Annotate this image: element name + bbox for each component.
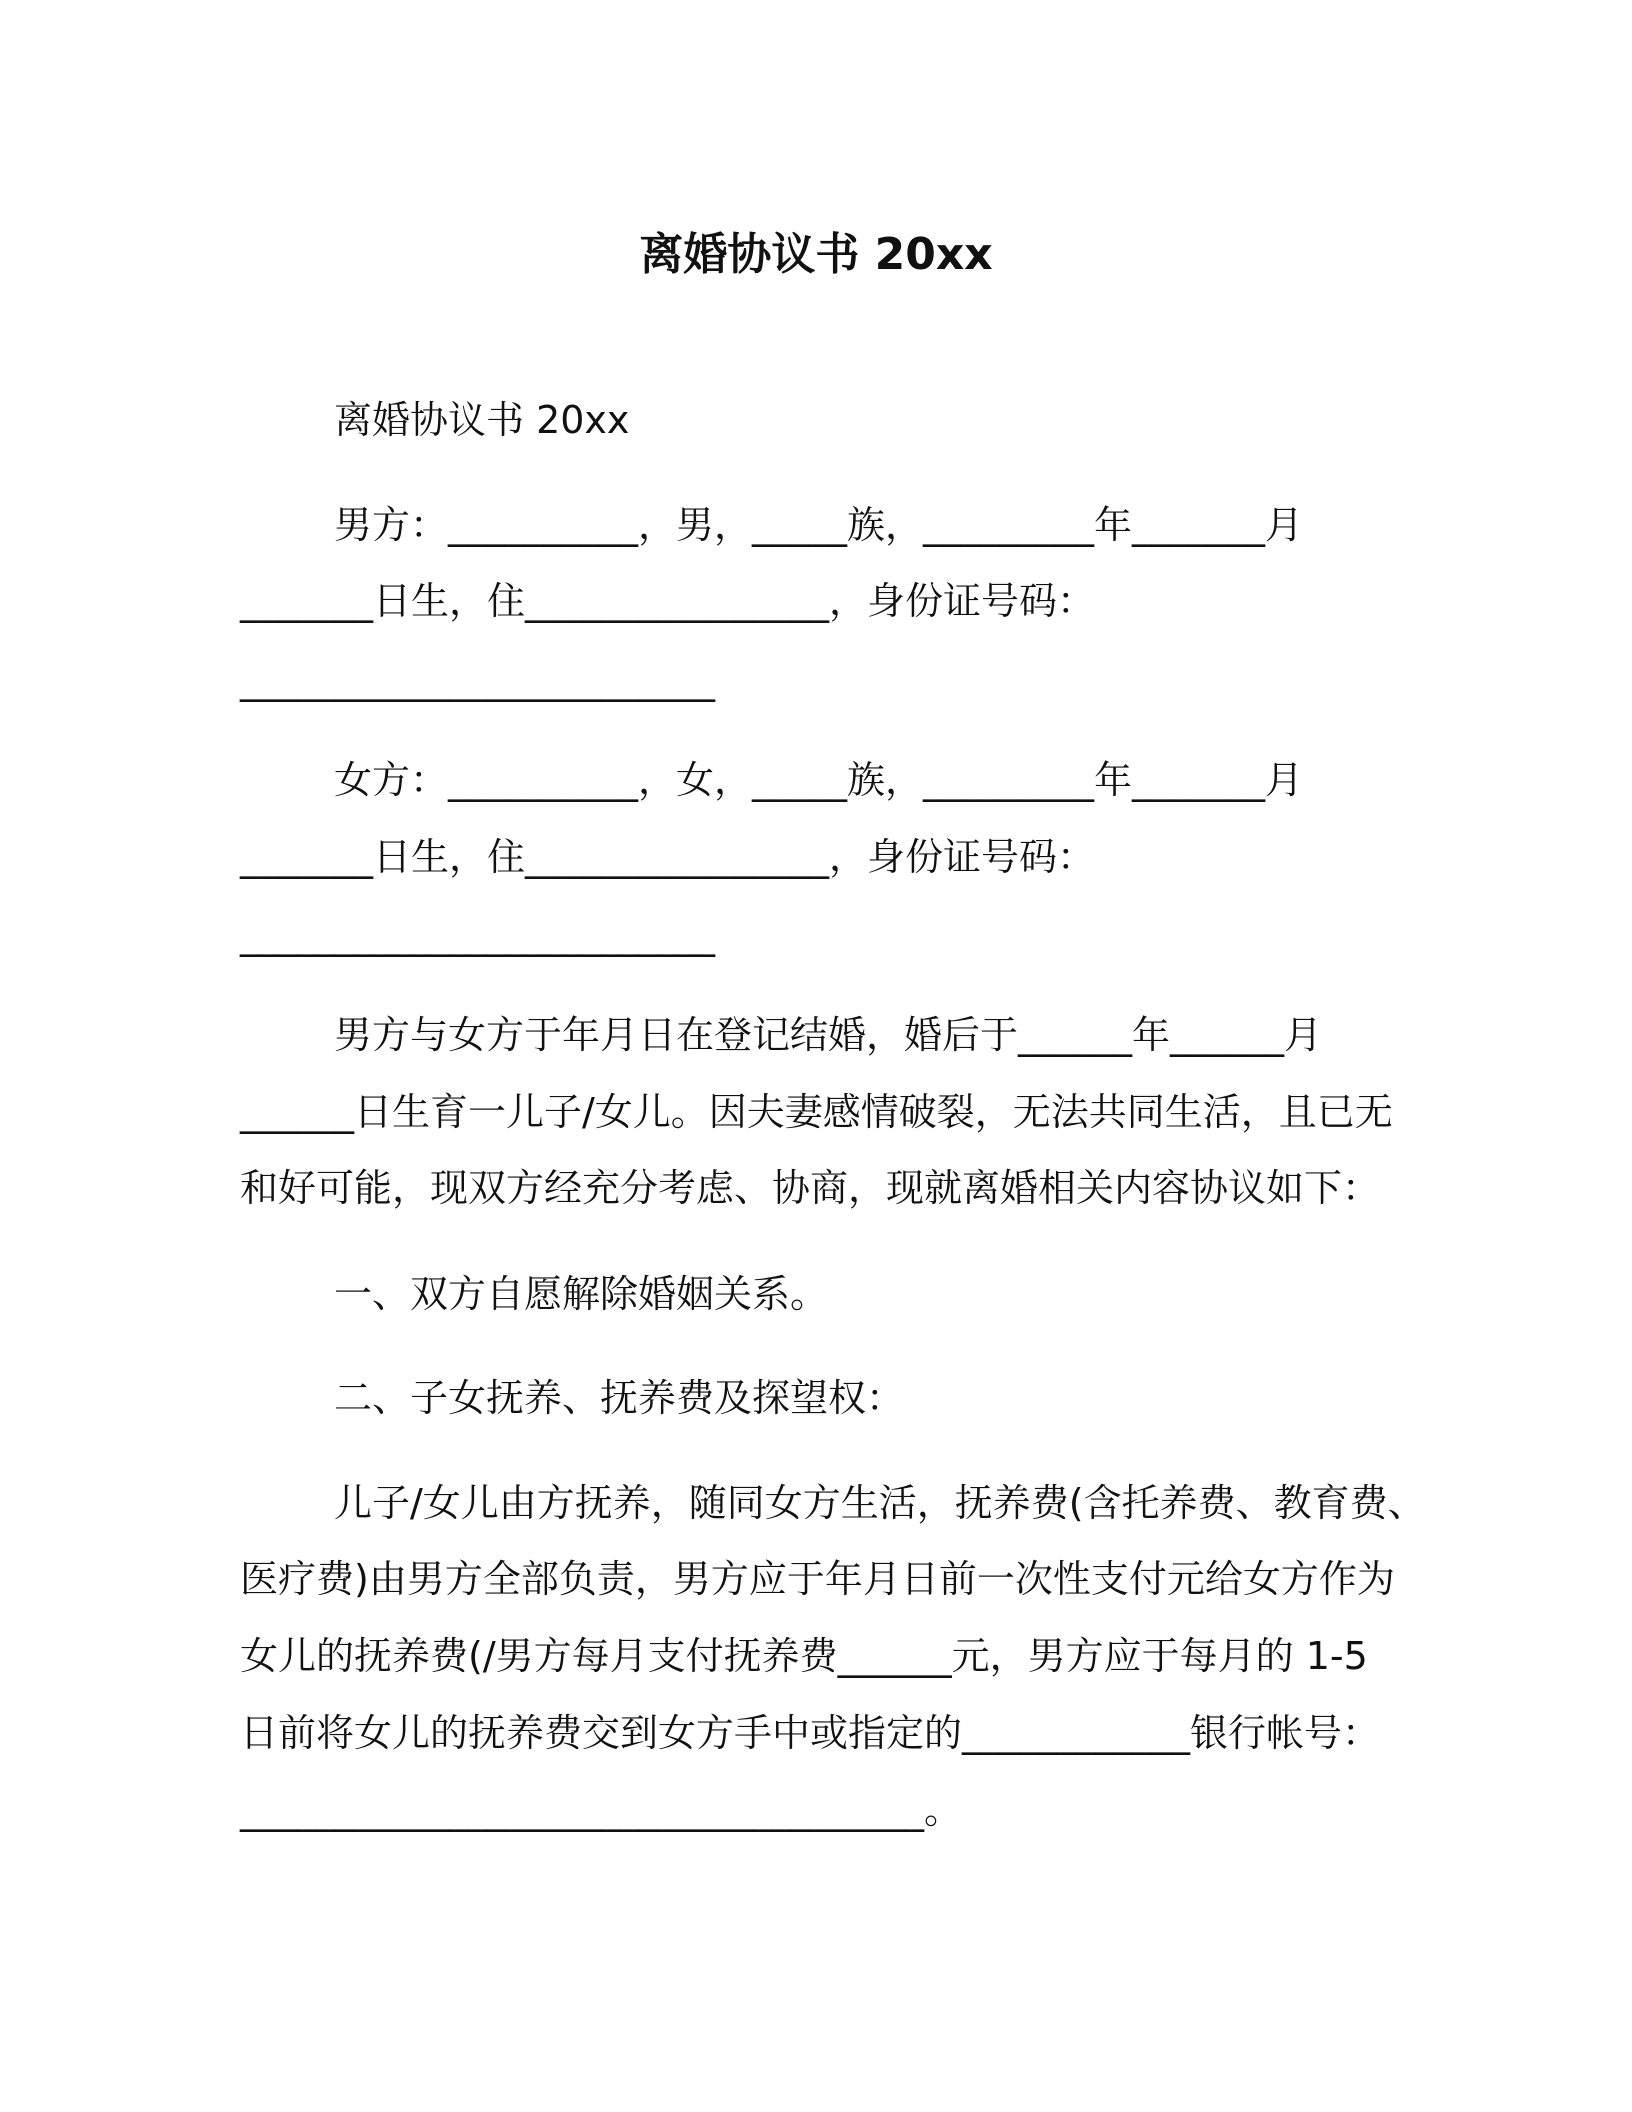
clause-2-heading: 二、子女抚养、抚养费及探望权： [334,1376,905,1420]
custody-paragraph-line-2: 医疗费)由男方全部负责，男方应于年月日前一次性支付元给女方作为 [240,1557,1395,1601]
marriage-paragraph-line-3: 和好可能，现双方经充分考虑、协商，现就离婚相关内容协议如下： [240,1166,1381,1210]
female-id-number-line: _________________________ [240,913,715,957]
male-id-number-line: _________________________ [240,658,715,702]
marriage-paragraph-line-2: ______日生育一儿子/女儿。因夫妻感情破裂，无法共同生活，且已无 [240,1090,1393,1134]
clause-1: 一、双方自愿解除婚姻关系。 [334,1272,829,1316]
subtitle-line: 离婚协议书 20xx [334,398,630,442]
custody-paragraph-line-3: 女儿的抚养费(/男方每月支付抚养费______元，男方应于每月的 1-5 [240,1634,1368,1678]
bank-account-line: ____________________________________。 [240,1788,963,1832]
female-party-line-1: 女方：__________，女，_____族，_________年_______月 [334,758,1304,802]
custody-paragraph-line-4: 日前将女儿的抚养费交到女方手中或指定的____________银行帐号： [240,1711,1381,1755]
custody-paragraph-line-1: 儿子/女儿由方抚养，随同女方生活，抚养费(含托养费、教育费、 [334,1481,1426,1525]
male-party-line-2: _______日生，住________________，身份证号码： [240,579,1096,623]
female-party-line-2: _______日生，住________________，身份证号码： [240,835,1096,879]
marriage-paragraph-line-1: 男方与女方于年月日在登记结婚，婚后于______年______月 [334,1013,1323,1057]
male-party-line-1: 男方：__________，男，_____族，_________年_______月 [334,503,1304,547]
document-title: 离婚协议书 20xx [639,229,993,280]
